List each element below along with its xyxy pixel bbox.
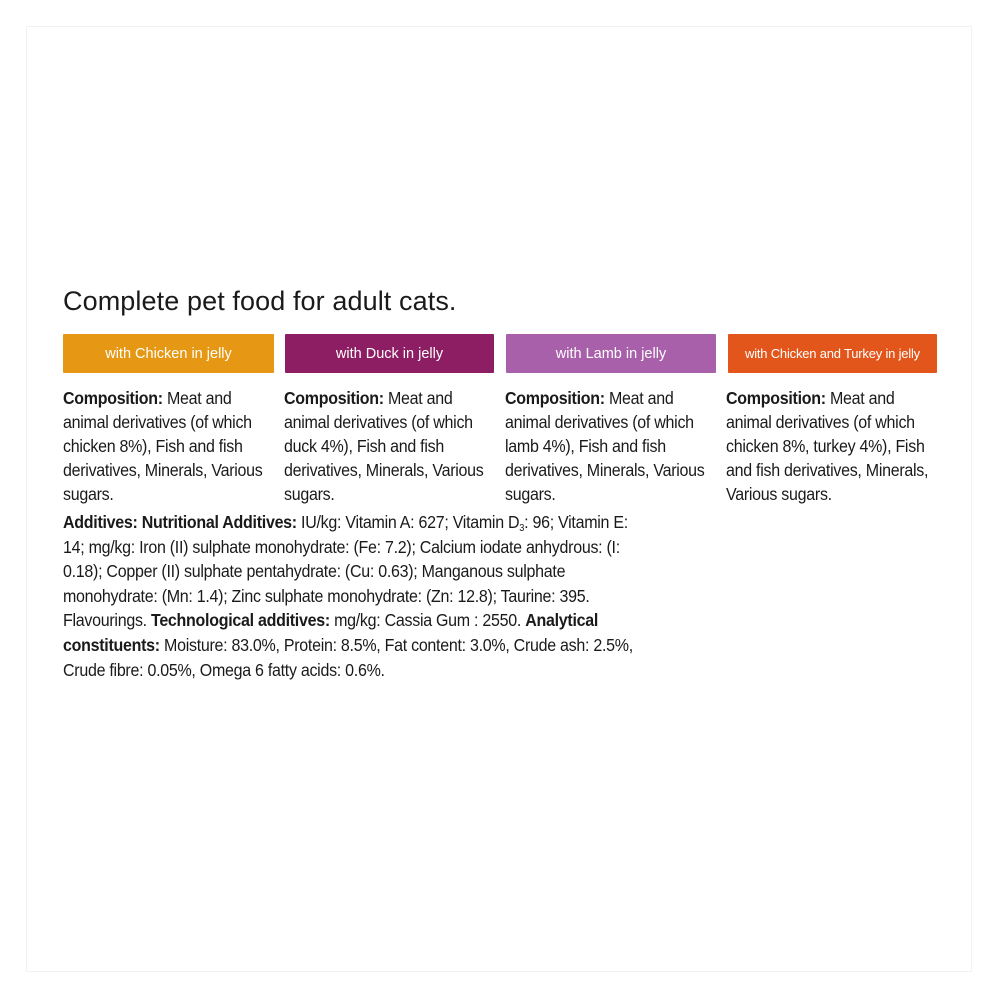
composition-duck (284, 386, 494, 506)
composition-chicken (63, 386, 275, 506)
composition-label: Composition: (63, 388, 163, 408)
banner-chicken-turkey: with Chicken and Turkey in jelly (728, 334, 937, 373)
composition-label: Composition: (726, 388, 826, 408)
banner-duck: with Duck in jelly (285, 334, 494, 373)
analytical-constituents-label: Analytical constituents: (63, 610, 599, 655)
additives-label: Additives: Nutritional Additives: (63, 512, 297, 532)
page-title: Complete pet food for adult cats. (63, 286, 457, 316)
additives-text-continued: : 96; Vitamin E: 14; mg/kg: Iron (II) sulphate monohydrate: (Fe: 7.2); Calcium iodate anhydrous: (I: 0.18); Copper (II) sulphate pentahydrate: (Cu: 0.63); Manganous sulphate monohydrate: (Mn: 1.4); Zinc sulphate monohydrate: (Zn: 12.8); Taurine: 395. Flavourings. (63, 512, 628, 631)
banner-lamb: with Lamb in jelly (506, 334, 716, 373)
composition-text: Meat and animal derivatives (of which lamb 4%), Fish and fish derivatives, Minerals, Various sugars. (505, 388, 705, 504)
composition-text: Meat and animal derivatives (of which chicken 8%), Fish and fish derivatives, Minerals, Various sugars. (63, 388, 263, 504)
composition-chicken-turkey (726, 386, 943, 506)
additives-text: IU/kg: Vitamin A: 627; Vitamin D (296, 512, 520, 532)
vitamin-d-subscript: 3 (519, 523, 525, 534)
additives-block (63, 510, 633, 682)
composition-text: Meat and animal derivatives (of which chicken 8%, turkey 4%), Fish and fish derivatives, Minerals, Various sugars. (726, 388, 929, 504)
composition-label: Composition: (505, 388, 605, 408)
banner-chicken: with Chicken in jelly (63, 334, 274, 373)
analytical-constituents-text: Moisture: 83.0%, Protein: 8.5%, Fat content: 3.0%, Crude ash: 2.5%, Crude fibre: 0.05%, Omega 6 fatty acids: 0.6%. (63, 634, 633, 680)
composition-label: Composition: (284, 388, 384, 408)
composition-lamb (505, 386, 715, 506)
technological-additives-label: Technological additives: (151, 610, 330, 631)
composition-text: Meat and animal derivatives (of which duck 4%), Fish and fish derivatives, Minerals, Various sugars. (284, 388, 484, 504)
technological-additives-text: mg/kg: Cassia Gum : 2550. (329, 610, 526, 631)
